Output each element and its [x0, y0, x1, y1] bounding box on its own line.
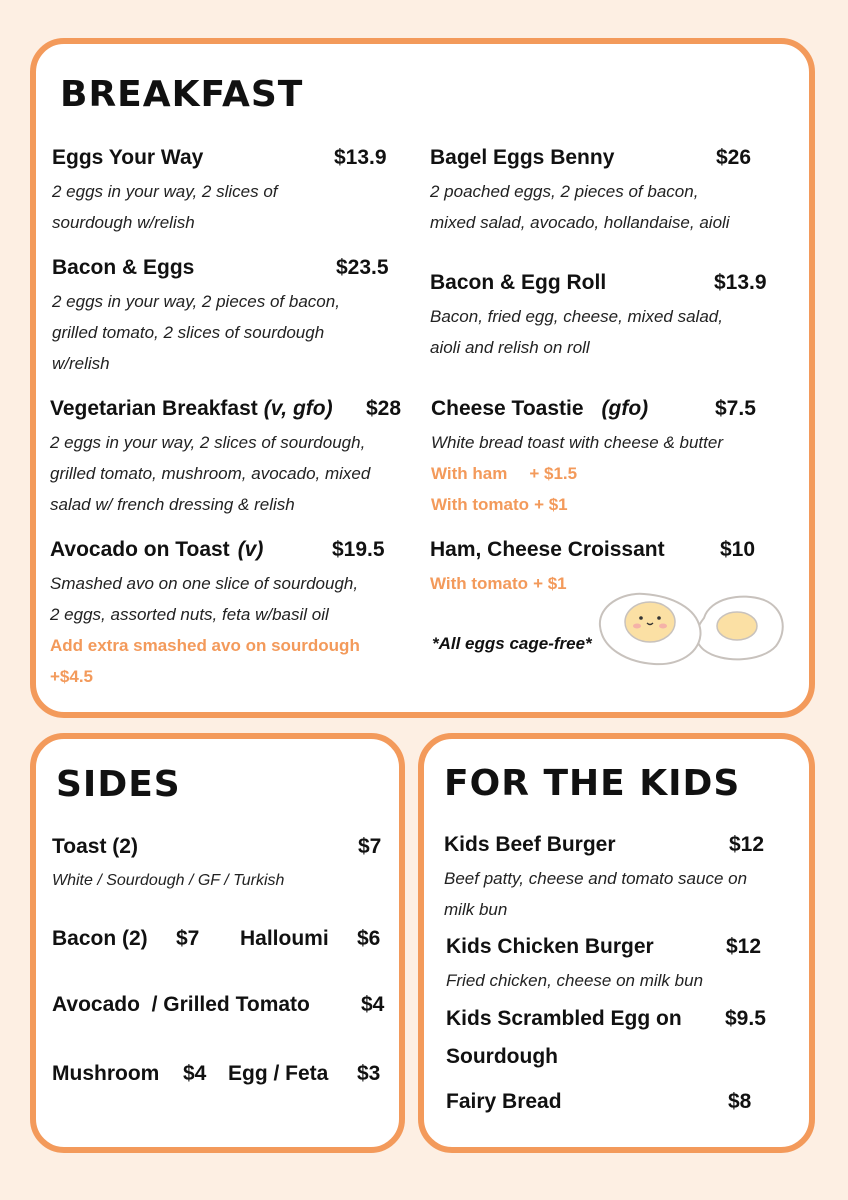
side-price-halloumi: $6	[357, 927, 381, 950]
item-description: Bacon, fried egg, cheese, mixed salad, aioli and relish on roll	[430, 307, 723, 357]
sides-heading: SIDES	[56, 764, 181, 805]
side-row-bacon-halloumi	[52, 927, 392, 957]
item-price: $8	[728, 1090, 752, 1113]
item-name: Ham, Cheese Croissant	[430, 538, 665, 561]
item-price: $23.5	[336, 256, 389, 279]
menu-item-avocado-on-toast	[50, 538, 420, 692]
item-name: Toast (2)	[52, 835, 138, 858]
item-price: $12	[726, 935, 762, 958]
cage-free-note: *All eggs cage-free*	[432, 634, 592, 653]
side-item-toast	[52, 835, 392, 896]
side-item-bacon: Bacon (2)	[52, 927, 148, 950]
menu-item-bacon-eggs	[52, 256, 412, 379]
menu-item-bacon-egg-roll	[430, 271, 790, 363]
item-description: 2 poached eggs, 2 pieces of bacon, mixed salad, avocado, hollandaise, aioli	[430, 182, 730, 232]
item-name: Bagel Eggs Benny	[430, 146, 615, 169]
item-name: Avocado on Toast (v)	[50, 538, 264, 561]
item-description: 2 eggs in your way, 2 slices of sourdough w/relish	[52, 182, 278, 232]
menu-item-cheese-toastie	[431, 397, 791, 520]
item-price: $7	[358, 835, 382, 858]
side-item-mushroom: Mushroom	[52, 1062, 160, 1085]
menu-item-vegetarian-breakfast	[50, 397, 420, 520]
item-price: $19.5	[332, 538, 385, 561]
kids-item-fairy-bread	[446, 1090, 796, 1120]
item-name: Bacon & Eggs	[52, 256, 195, 279]
kids-panel	[418, 733, 815, 1153]
side-row-mushroom-egg	[52, 1062, 392, 1092]
item-description: Fried chicken, cheese on milk bun	[446, 971, 704, 990]
menu-item-bagel-eggs-benny	[430, 146, 790, 238]
item-name: Eggs Your Way	[52, 146, 204, 169]
kids-heading: FOR THE KIDS	[444, 763, 741, 804]
fried-eggs-illustration	[592, 586, 792, 671]
sides-panel	[30, 733, 405, 1153]
breakfast-panel	[30, 38, 815, 718]
item-name: Bacon & Egg Roll	[430, 271, 607, 294]
item-name: Cheese Toastie (gfo)	[431, 397, 649, 420]
item-price: $28	[366, 397, 402, 420]
side-price-egg-feta: $3	[357, 1062, 381, 1085]
item-price: $12	[729, 833, 765, 856]
menu-item-eggs-your-way	[52, 146, 392, 238]
kids-item-chicken-burger	[446, 935, 796, 996]
kids-item-beef-burger	[444, 833, 794, 925]
item-price: $26	[716, 146, 752, 169]
item-price: $13.9	[334, 146, 387, 169]
item-addon: Add extra smashed avo on sourdough +$4.5	[50, 636, 360, 686]
item-name: Kids Beef Burger	[444, 833, 616, 856]
item-name: Fairy Bread	[446, 1090, 562, 1113]
side-item-egg-feta: Egg / Feta	[228, 1062, 329, 1085]
item-addon: With tomato + $1	[430, 574, 567, 593]
side-price-bacon: $7	[176, 927, 200, 950]
side-row-avocado-tomato	[52, 993, 392, 1023]
side-price-avocado-tomato: $4	[361, 993, 385, 1016]
item-description: 2 eggs in your way, 2 pieces of bacon, grilled tomato, 2 slices of sourdough w/relish	[52, 292, 340, 373]
item-price: $13.9	[714, 271, 767, 294]
item-description: White / Sourdough / GF / Turkish	[52, 872, 285, 889]
side-price-mushroom: $4	[183, 1062, 207, 1085]
item-addon: With ham + $1.5 With tomato + $1	[431, 464, 578, 514]
item-description: Beef patty, cheese and tomato sauce on milk bun	[444, 869, 748, 919]
item-description: White bread toast with cheese & butter	[431, 433, 723, 452]
item-name: Vegetarian Breakfast (v, gfo)	[50, 397, 333, 420]
breakfast-heading: BREAKFAST	[60, 74, 304, 115]
kids-item-scrambled-egg	[446, 1007, 796, 1075]
item-name: Kids Scrambled Egg on	[446, 1007, 682, 1030]
item-name: Kids Chicken Burger	[446, 935, 654, 958]
item-price: $9.5	[725, 1007, 766, 1030]
side-item-avocado-tomato: Avocado / Grilled Tomato	[52, 993, 310, 1016]
item-name-line2: Sourdough	[446, 1045, 558, 1068]
item-description: 2 eggs in your way, 2 slices of sourdough, grilled tomato, mushroom, avocado, mixed salad w/ french dressing & relish	[50, 433, 371, 514]
item-price: $10	[720, 538, 756, 561]
side-item-halloumi: Halloumi	[240, 927, 329, 950]
item-price: $7.5	[715, 397, 756, 420]
item-description: Smashed avo on one slice of sourdough, 2 eggs, assorted nuts, feta w/basil oil	[50, 574, 359, 624]
